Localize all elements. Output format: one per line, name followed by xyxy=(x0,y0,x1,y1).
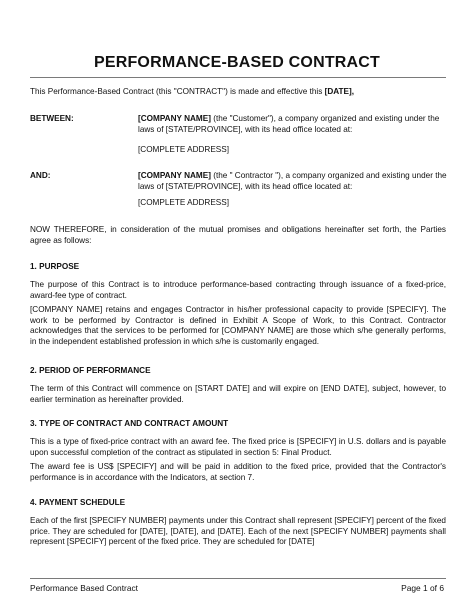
party-address-customer: [COMPLETE ADDRESS] xyxy=(138,145,229,154)
party-label-between: BETWEEN: xyxy=(30,114,74,123)
section-4-paragraph-1: Each of the first [SPECIFY NUMBER] payments under this Contract shall represent [SPECIFY] percent of the fixed price. They are scheduled for [DATE], [DATE], and [DATE]. Each of the next [SPECIFY NUMBER] payments shall represent [SPECIFY] percent of the fixed price. They are scheduled for [DATE] xyxy=(30,516,446,547)
party-name-contractor: [COMPANY NAME] xyxy=(138,171,211,180)
intro-date: [DATE], xyxy=(324,87,355,96)
whereas-paragraph: NOW THEREFORE, in consideration of the mutual promises and obligations hereinafter set forth, the Parties agree as follows: xyxy=(30,225,446,245)
section-1-paragraph-2: [COMPANY NAME] retains and engages Contractor in his/her professional capacity to provide [SPECIFY]. The work to be performed by Contractor is defined in Exhibit A Scope of Work, to this Contract. Contractor acknowledges that the services to be performed for [COMPANY NAME] are those which s/he generally performs, in the independent established profession in which s/he is customarily engaged. xyxy=(30,305,446,346)
footer-page-number: Page 1 of 6 xyxy=(401,583,444,593)
intro-paragraph xyxy=(30,87,446,98)
party-name-customer: [COMPANY NAME] xyxy=(138,114,211,123)
section-heading-purpose: 1. PURPOSE xyxy=(30,262,80,271)
footer-document-name: Performance Based Contract xyxy=(30,583,138,593)
party-desc-customer: (the "Customer"), a company organized and existing under the laws of [STATE/PROVINCE], with its head office located at: xyxy=(138,114,440,134)
section-1-paragraph-1: The purpose of this Contract is to introduce performance-based contracting through issuance of a fixed-price, award-fee type of contract. xyxy=(30,280,446,300)
section-heading-period: 2. PERIOD OF PERFORMANCE xyxy=(30,366,151,375)
party-description-customer xyxy=(138,114,448,135)
section-2-paragraph-1: The term of this Contract will commence on [START DATE] and will expire on [END DATE], subject, however, to earlier termination as hereinafter provided. xyxy=(30,384,446,404)
section-heading-payment: 4. PAYMENT SCHEDULE xyxy=(30,498,126,507)
section-3-paragraph-1: This is a type of fixed-price contract with an award fee. The fixed price is [SPECIFY] in U.S. dollars and is payable upon successful completion of the contract as stipulated in section 5: Final Product. xyxy=(30,437,446,457)
section-heading-contract-type: 3. TYPE OF CONTRACT AND CONTRACT AMOUNT xyxy=(30,419,229,428)
party-label-and: AND: xyxy=(30,171,51,180)
intro-text: This Performance-Based Contract (this "CONTRACT") is made and effective this xyxy=(30,87,325,96)
footer-divider xyxy=(30,578,446,579)
section-3-paragraph-2: The award fee is US$ [SPECIFY] and will be paid in addition to the fixed price, provided that the Contractor's performance is in accordance with the Indicators, at section 7. xyxy=(30,462,446,482)
title-divider xyxy=(30,77,446,78)
party-description-contractor xyxy=(138,171,448,192)
party-desc-contractor: (the " Contractor "), a company organized and existing under the laws of [STATE/PROVINCE], with its head office located at: xyxy=(138,171,447,191)
party-address-contractor: [COMPLETE ADDRESS] xyxy=(138,198,229,207)
document-title: PERFORMANCE-BASED CONTRACT xyxy=(93,54,381,71)
